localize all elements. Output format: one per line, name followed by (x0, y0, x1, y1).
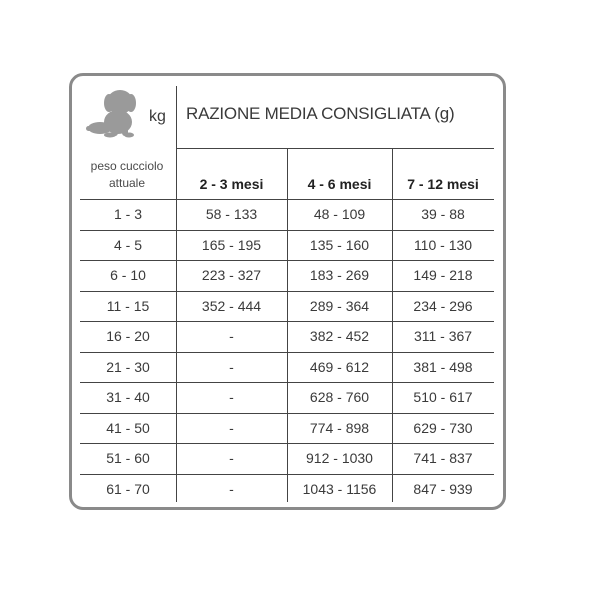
ration-cell: 48 - 109 (313, 206, 366, 223)
weight-cell: 61 - 70 (106, 480, 150, 497)
unit-label: kg (149, 108, 166, 125)
table-title: RAZIONE MEDIA CONSIGLIATA (g) (186, 104, 455, 123)
weight-cell: 1 - 3 (113, 206, 142, 223)
ration-cell: 1043 - 1156 (302, 480, 377, 497)
row-header-line2: attuale (108, 176, 146, 190)
ration-cell: - (229, 358, 234, 375)
ration-cell: 469 - 612 (309, 358, 370, 375)
ration-cell: 628 - 760 (309, 389, 370, 406)
row-header-line1: peso cucciolo (90, 159, 164, 173)
column-header-4-6: 4 - 6 mesi (307, 176, 372, 192)
ration-cell: 382 - 452 (309, 328, 370, 345)
row-header (80, 158, 174, 192)
ration-cell: 381 - 498 (413, 358, 473, 375)
weight-cell: 11 - 15 (106, 297, 150, 314)
ration-cell: - (229, 480, 234, 497)
weight-cell: 4 - 5 (113, 236, 142, 253)
ration-cell: 223 - 327 (201, 267, 262, 284)
weight-cell: 6 - 10 (110, 267, 146, 284)
ration-cell: 289 - 364 (309, 297, 370, 314)
weight-cell: 31 - 40 (106, 389, 150, 406)
ration-cell: 165 - 195 (201, 236, 262, 253)
ration-cell: 135 - 160 (309, 236, 370, 253)
ration-cell: 510 - 617 (413, 389, 473, 406)
ration-cell: 741 - 837 (413, 450, 473, 467)
weight-cell: 21 - 30 (106, 358, 150, 375)
weight-cell: 41 - 50 (106, 419, 150, 436)
ration-cell: - (229, 450, 234, 467)
ration-cell: 311 - 367 (413, 328, 473, 345)
ration-cell: 912 - 1030 (306, 450, 373, 467)
ration-cell: - (229, 389, 234, 406)
divider-title (176, 148, 494, 149)
weight-cell: 51 - 60 (106, 450, 150, 467)
column-header-7-12: 7 - 12 mesi (407, 176, 479, 192)
ration-cell: 629 - 730 (413, 419, 473, 436)
ration-cell: - (229, 328, 234, 345)
ration-cell: 774 - 898 (309, 419, 370, 436)
ration-cell: 39 - 88 (421, 206, 465, 223)
ration-cell: 847 - 939 (413, 480, 473, 497)
puppy-icon (82, 86, 146, 138)
ration-cell: 352 - 444 (201, 297, 262, 314)
ration-cell: 183 - 269 (309, 267, 370, 284)
weight-cell: 16 - 20 (106, 328, 150, 345)
ration-cell: 110 - 130 (413, 236, 473, 253)
column-header-2-3: 2 - 3 mesi (199, 176, 264, 192)
ration-cell: 58 - 133 (205, 206, 258, 223)
ration-cell: 149 - 218 (413, 267, 473, 284)
ration-cell: 234 - 296 (413, 297, 473, 314)
ration-cell: - (229, 419, 234, 436)
